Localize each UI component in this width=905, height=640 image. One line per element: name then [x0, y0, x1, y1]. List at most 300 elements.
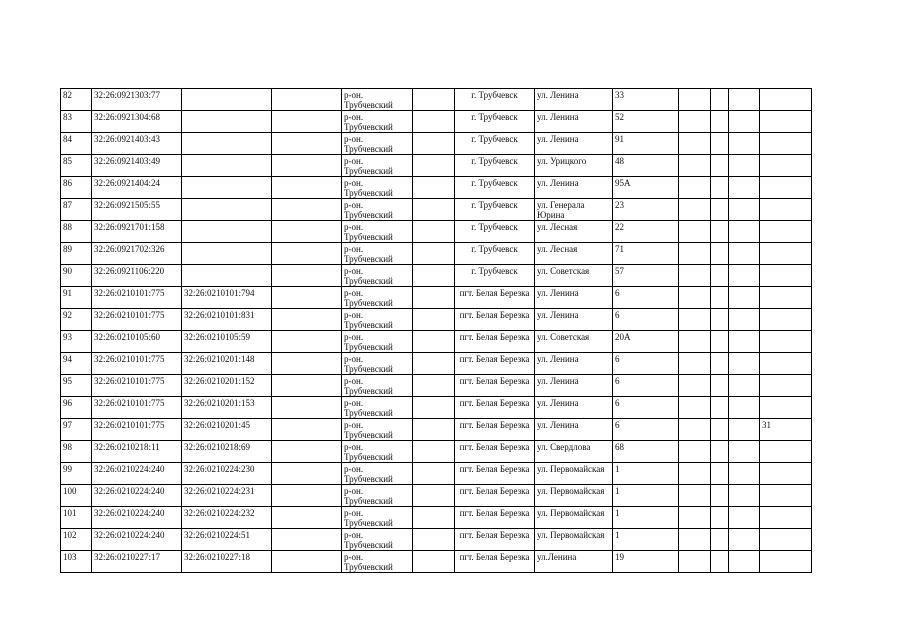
- empty-cell: [413, 221, 455, 243]
- empty-cell: [729, 353, 760, 375]
- empty-cell: [272, 551, 342, 573]
- empty-cell: [711, 507, 729, 529]
- district-cell: р-он. Трубчевский: [342, 529, 413, 551]
- district-cell: р-он. Трубчевский: [342, 133, 413, 155]
- cadastral-number-cell: 32:26:0921303:77: [92, 89, 182, 111]
- house-number-cell: 57: [613, 265, 679, 287]
- extra-value-cell: [760, 331, 812, 353]
- empty-cell: [711, 243, 729, 265]
- empty-cell: [272, 485, 342, 507]
- related-cadastral-cell: [182, 133, 272, 155]
- extra-value-cell: [760, 485, 812, 507]
- cadastral-number-cell: 32:26:0210101:775: [92, 309, 182, 331]
- empty-cell: [711, 111, 729, 133]
- empty-cell: [729, 507, 760, 529]
- empty-cell: [679, 397, 711, 419]
- related-cadastral-cell: 32:26:0210101:794: [182, 287, 272, 309]
- empty-cell: [711, 265, 729, 287]
- row-number: 83: [61, 111, 92, 133]
- settlement-cell: г. Трубчевск: [455, 111, 535, 133]
- extra-value-cell: [760, 463, 812, 485]
- street-cell: ул. Ленина: [535, 133, 613, 155]
- empty-cell: [711, 287, 729, 309]
- empty-cell: [729, 419, 760, 441]
- street-cell: ул. Первомайская: [535, 529, 613, 551]
- empty-cell: [413, 89, 455, 111]
- table-row: [61, 177, 812, 199]
- empty-cell: [413, 529, 455, 551]
- settlement-cell: пгт. Белая Березка: [455, 419, 535, 441]
- empty-cell: [413, 397, 455, 419]
- empty-cell: [729, 89, 760, 111]
- empty-cell: [729, 397, 760, 419]
- related-cadastral-cell: 32:26:0210101:831: [182, 309, 272, 331]
- extra-value-cell: [760, 265, 812, 287]
- empty-cell: [413, 111, 455, 133]
- settlement-cell: г. Трубчевск: [455, 265, 535, 287]
- empty-cell: [413, 419, 455, 441]
- street-cell: ул. Ленина: [535, 419, 613, 441]
- row-number: 91: [61, 287, 92, 309]
- empty-cell: [272, 221, 342, 243]
- empty-cell: [272, 177, 342, 199]
- related-cadastral-cell: [182, 221, 272, 243]
- house-number-cell: 6: [613, 375, 679, 397]
- related-cadastral-cell: 32:26:0210218:69: [182, 441, 272, 463]
- related-cadastral-cell: 32:26:0210105:59: [182, 331, 272, 353]
- table-row: [61, 529, 812, 551]
- related-cadastral-cell: 32:26:0210224:230: [182, 463, 272, 485]
- row-number: 84: [61, 133, 92, 155]
- row-number: 99: [61, 463, 92, 485]
- street-cell: ул. Первомайская: [535, 485, 613, 507]
- empty-cell: [272, 419, 342, 441]
- house-number-cell: 6: [613, 419, 679, 441]
- empty-cell: [711, 199, 729, 221]
- settlement-cell: г. Трубчевск: [455, 243, 535, 265]
- house-number-cell: 1: [613, 529, 679, 551]
- empty-cell: [679, 551, 711, 573]
- empty-cell: [729, 331, 760, 353]
- empty-cell: [272, 375, 342, 397]
- extra-value-cell: [760, 199, 812, 221]
- table-row: [61, 265, 812, 287]
- settlement-cell: г. Трубчевск: [455, 199, 535, 221]
- district-cell: р-он. Трубчевский: [342, 111, 413, 133]
- empty-cell: [272, 155, 342, 177]
- house-number-cell: 23: [613, 199, 679, 221]
- row-number: 93: [61, 331, 92, 353]
- related-cadastral-cell: 32:26:0210227:18: [182, 551, 272, 573]
- table-row: [61, 507, 812, 529]
- cadastral-number-cell: 32:26:0210218:11: [92, 441, 182, 463]
- related-cadastral-cell: [182, 155, 272, 177]
- empty-cell: [272, 529, 342, 551]
- empty-cell: [679, 309, 711, 331]
- empty-cell: [679, 331, 711, 353]
- empty-cell: [711, 309, 729, 331]
- empty-cell: [711, 375, 729, 397]
- district-cell: р-он. Трубчевский: [342, 463, 413, 485]
- row-number: 95: [61, 375, 92, 397]
- empty-cell: [679, 441, 711, 463]
- empty-cell: [711, 485, 729, 507]
- empty-cell: [413, 485, 455, 507]
- cadastral-number-cell: 32:26:0210224:240: [92, 463, 182, 485]
- cadastral-number-cell: 32:26:0210224:240: [92, 507, 182, 529]
- row-number: 98: [61, 441, 92, 463]
- settlement-cell: пгт. Белая Березка: [455, 287, 535, 309]
- table-row: [61, 463, 812, 485]
- cadastral-number-cell: 32:26:0210101:775: [92, 287, 182, 309]
- cadastral-number-cell: 32:26:0921702:326: [92, 243, 182, 265]
- table-row: [61, 441, 812, 463]
- table-row: [61, 287, 812, 309]
- empty-cell: [729, 551, 760, 573]
- extra-value-cell: [760, 243, 812, 265]
- empty-cell: [413, 309, 455, 331]
- empty-cell: [679, 485, 711, 507]
- related-cadastral-cell: 32:26:0210224:232: [182, 507, 272, 529]
- street-cell: ул. Ленина: [535, 89, 613, 111]
- settlement-cell: г. Трубчевск: [455, 221, 535, 243]
- street-cell: ул. Советская: [535, 265, 613, 287]
- related-cadastral-cell: [182, 265, 272, 287]
- house-number-cell: 20А: [613, 331, 679, 353]
- cadastral-number-cell: 32:26:0921304:68: [92, 111, 182, 133]
- house-number-cell: 19: [613, 551, 679, 573]
- empty-cell: [679, 177, 711, 199]
- empty-cell: [711, 529, 729, 551]
- cadastral-number-cell: 32:26:0210224:240: [92, 529, 182, 551]
- table-row: [61, 133, 812, 155]
- table-row: [61, 353, 812, 375]
- table-body: [61, 89, 812, 573]
- empty-cell: [729, 485, 760, 507]
- district-cell: р-он. Трубчевский: [342, 309, 413, 331]
- street-cell: ул. Лесная: [535, 221, 613, 243]
- empty-cell: [272, 331, 342, 353]
- street-cell: ул. Советская: [535, 331, 613, 353]
- registry-table: [60, 88, 812, 573]
- settlement-cell: пгт. Белая Березка: [455, 529, 535, 551]
- empty-cell: [272, 463, 342, 485]
- empty-cell: [413, 287, 455, 309]
- street-cell: ул. Ленина: [535, 287, 613, 309]
- cadastral-number-cell: 32:26:0210224:240: [92, 485, 182, 507]
- row-number: 97: [61, 419, 92, 441]
- extra-value-cell: [760, 551, 812, 573]
- cadastral-number-cell: 32:26:0210227:17: [92, 551, 182, 573]
- extra-value-cell: 31: [760, 419, 812, 441]
- district-cell: р-он. Трубчевский: [342, 551, 413, 573]
- empty-cell: [272, 353, 342, 375]
- street-cell: ул. Лесная: [535, 243, 613, 265]
- table-row: [61, 89, 812, 111]
- district-cell: р-он. Трубчевский: [342, 199, 413, 221]
- house-number-cell: 1: [613, 463, 679, 485]
- row-number: 85: [61, 155, 92, 177]
- extra-value-cell: [760, 507, 812, 529]
- cadastral-number-cell: 32:26:0921403:49: [92, 155, 182, 177]
- house-number-cell: 1: [613, 507, 679, 529]
- empty-cell: [679, 243, 711, 265]
- district-cell: р-он. Трубчевский: [342, 331, 413, 353]
- empty-cell: [711, 419, 729, 441]
- district-cell: р-он. Трубчевский: [342, 265, 413, 287]
- house-number-cell: 91: [613, 133, 679, 155]
- settlement-cell: пгт. Белая Березка: [455, 353, 535, 375]
- district-cell: р-он. Трубчевский: [342, 177, 413, 199]
- cadastral-number-cell: 32:26:0210101:775: [92, 375, 182, 397]
- district-cell: р-он. Трубчевский: [342, 419, 413, 441]
- house-number-cell: 6: [613, 353, 679, 375]
- empty-cell: [413, 177, 455, 199]
- extra-value-cell: [760, 375, 812, 397]
- extra-value-cell: [760, 529, 812, 551]
- street-cell: ул. Ленина: [535, 375, 613, 397]
- empty-cell: [711, 155, 729, 177]
- row-number: 103: [61, 551, 92, 573]
- empty-cell: [413, 551, 455, 573]
- empty-cell: [679, 133, 711, 155]
- empty-cell: [729, 221, 760, 243]
- empty-cell: [729, 375, 760, 397]
- district-cell: р-он. Трубчевский: [342, 243, 413, 265]
- related-cadastral-cell: 32:26:0210201:45: [182, 419, 272, 441]
- empty-cell: [679, 265, 711, 287]
- settlement-cell: пгт. Белая Березка: [455, 551, 535, 573]
- empty-cell: [272, 397, 342, 419]
- related-cadastral-cell: 32:26:0210224:231: [182, 485, 272, 507]
- house-number-cell: 33: [613, 89, 679, 111]
- empty-cell: [272, 199, 342, 221]
- related-cadastral-cell: [182, 199, 272, 221]
- row-number: 82: [61, 89, 92, 111]
- house-number-cell: 6: [613, 309, 679, 331]
- empty-cell: [711, 177, 729, 199]
- extra-value-cell: [760, 287, 812, 309]
- district-cell: р-он. Трубчевский: [342, 507, 413, 529]
- empty-cell: [413, 463, 455, 485]
- cadastral-number-cell: 32:26:0210101:775: [92, 397, 182, 419]
- empty-cell: [272, 243, 342, 265]
- street-cell: ул.Ленина: [535, 551, 613, 573]
- empty-cell: [711, 463, 729, 485]
- empty-cell: [729, 441, 760, 463]
- house-number-cell: 95А: [613, 177, 679, 199]
- empty-cell: [272, 287, 342, 309]
- district-cell: р-он. Трубчевский: [342, 89, 413, 111]
- empty-cell: [711, 397, 729, 419]
- row-number: 92: [61, 309, 92, 331]
- settlement-cell: г. Трубчевск: [455, 155, 535, 177]
- empty-cell: [729, 529, 760, 551]
- related-cadastral-cell: 32:26:0210201:148: [182, 353, 272, 375]
- table-row: [61, 397, 812, 419]
- empty-cell: [413, 265, 455, 287]
- settlement-cell: пгт. Белая Березка: [455, 309, 535, 331]
- empty-cell: [413, 243, 455, 265]
- related-cadastral-cell: [182, 111, 272, 133]
- district-cell: р-он. Трубчевский: [342, 287, 413, 309]
- empty-cell: [272, 133, 342, 155]
- extra-value-cell: [760, 111, 812, 133]
- extra-value-cell: [760, 397, 812, 419]
- empty-cell: [413, 353, 455, 375]
- empty-cell: [413, 507, 455, 529]
- row-number: 94: [61, 353, 92, 375]
- empty-cell: [413, 155, 455, 177]
- empty-cell: [679, 221, 711, 243]
- district-cell: р-он. Трубчевский: [342, 441, 413, 463]
- empty-cell: [711, 353, 729, 375]
- table-row: [61, 221, 812, 243]
- empty-cell: [272, 111, 342, 133]
- empty-cell: [729, 309, 760, 331]
- empty-cell: [679, 529, 711, 551]
- table-row: [61, 331, 812, 353]
- settlement-cell: г. Трубчевск: [455, 133, 535, 155]
- table-row: [61, 309, 812, 331]
- empty-cell: [711, 221, 729, 243]
- house-number-cell: 68: [613, 441, 679, 463]
- empty-cell: [729, 243, 760, 265]
- row-number: 89: [61, 243, 92, 265]
- extra-value-cell: [760, 133, 812, 155]
- empty-cell: [272, 441, 342, 463]
- cadastral-number-cell: 32:26:0210105:60: [92, 331, 182, 353]
- cadastral-number-cell: 32:26:0921701:158: [92, 221, 182, 243]
- row-number: 86: [61, 177, 92, 199]
- extra-value-cell: [760, 155, 812, 177]
- empty-cell: [729, 265, 760, 287]
- empty-cell: [711, 551, 729, 573]
- empty-cell: [729, 177, 760, 199]
- cadastral-number-cell: 32:26:0921505:55: [92, 199, 182, 221]
- related-cadastral-cell: 32:26:0210201:153: [182, 397, 272, 419]
- table-row: [61, 155, 812, 177]
- empty-cell: [729, 199, 760, 221]
- related-cadastral-cell: [182, 89, 272, 111]
- district-cell: р-он. Трубчевский: [342, 221, 413, 243]
- extra-value-cell: [760, 353, 812, 375]
- empty-cell: [679, 463, 711, 485]
- street-cell: ул. Ленина: [535, 177, 613, 199]
- empty-cell: [679, 287, 711, 309]
- row-number: 101: [61, 507, 92, 529]
- house-number-cell: 6: [613, 287, 679, 309]
- empty-cell: [729, 133, 760, 155]
- empty-cell: [272, 507, 342, 529]
- row-number: 88: [61, 221, 92, 243]
- empty-cell: [679, 375, 711, 397]
- empty-cell: [413, 375, 455, 397]
- settlement-cell: пгт. Белая Березка: [455, 485, 535, 507]
- row-number: 87: [61, 199, 92, 221]
- street-cell: ул. Урицкого: [535, 155, 613, 177]
- empty-cell: [413, 133, 455, 155]
- empty-cell: [413, 331, 455, 353]
- empty-cell: [729, 155, 760, 177]
- table-row: [61, 243, 812, 265]
- street-cell: ул. Ленина: [535, 353, 613, 375]
- district-cell: р-он. Трубчевский: [342, 375, 413, 397]
- empty-cell: [729, 111, 760, 133]
- table-row: [61, 111, 812, 133]
- related-cadastral-cell: [182, 243, 272, 265]
- table-row: [61, 375, 812, 397]
- empty-cell: [679, 507, 711, 529]
- district-cell: р-он. Трубчевский: [342, 353, 413, 375]
- house-number-cell: 6: [613, 397, 679, 419]
- extra-value-cell: [760, 221, 812, 243]
- empty-cell: [413, 441, 455, 463]
- settlement-cell: г. Трубчевск: [455, 89, 535, 111]
- street-cell: ул. Ленина: [535, 397, 613, 419]
- settlement-cell: пгт. Белая Березка: [455, 397, 535, 419]
- house-number-cell: 1: [613, 485, 679, 507]
- street-cell: ул. Свердлова: [535, 441, 613, 463]
- table-row: [61, 551, 812, 573]
- empty-cell: [679, 111, 711, 133]
- empty-cell: [679, 419, 711, 441]
- empty-cell: [679, 353, 711, 375]
- settlement-cell: пгт. Белая Березка: [455, 331, 535, 353]
- settlement-cell: пгт. Белая Березка: [455, 507, 535, 529]
- extra-value-cell: [760, 89, 812, 111]
- empty-cell: [272, 265, 342, 287]
- empty-cell: [711, 331, 729, 353]
- house-number-cell: 48: [613, 155, 679, 177]
- cadastral-number-cell: 32:26:0921403:43: [92, 133, 182, 155]
- cadastral-number-cell: 32:26:0921106:220: [92, 265, 182, 287]
- empty-cell: [711, 441, 729, 463]
- table-row: [61, 199, 812, 221]
- empty-cell: [679, 89, 711, 111]
- related-cadastral-cell: [182, 177, 272, 199]
- district-cell: р-он. Трубчевский: [342, 155, 413, 177]
- cadastral-number-cell: 32:26:0210101:775: [92, 353, 182, 375]
- house-number-cell: 22: [613, 221, 679, 243]
- house-number-cell: 71: [613, 243, 679, 265]
- street-cell: ул. Первомайская: [535, 507, 613, 529]
- empty-cell: [711, 133, 729, 155]
- empty-cell: [272, 309, 342, 331]
- settlement-cell: г. Трубчевск: [455, 177, 535, 199]
- street-cell: ул. Ленина: [535, 309, 613, 331]
- empty-cell: [711, 89, 729, 111]
- empty-cell: [272, 89, 342, 111]
- table-row: [61, 485, 812, 507]
- related-cadastral-cell: 32:26:0210224:51: [182, 529, 272, 551]
- district-cell: р-он. Трубчевский: [342, 485, 413, 507]
- extra-value-cell: [760, 441, 812, 463]
- row-number: 102: [61, 529, 92, 551]
- district-cell: р-он. Трубчевский: [342, 397, 413, 419]
- house-number-cell: 52: [613, 111, 679, 133]
- empty-cell: [729, 287, 760, 309]
- settlement-cell: пгт. Белая Березка: [455, 463, 535, 485]
- row-number: 90: [61, 265, 92, 287]
- empty-cell: [413, 199, 455, 221]
- street-cell: ул. Ленина: [535, 111, 613, 133]
- empty-cell: [729, 463, 760, 485]
- cadastral-number-cell: 32:26:0210101:775: [92, 419, 182, 441]
- empty-cell: [679, 155, 711, 177]
- extra-value-cell: [760, 309, 812, 331]
- row-number: 100: [61, 485, 92, 507]
